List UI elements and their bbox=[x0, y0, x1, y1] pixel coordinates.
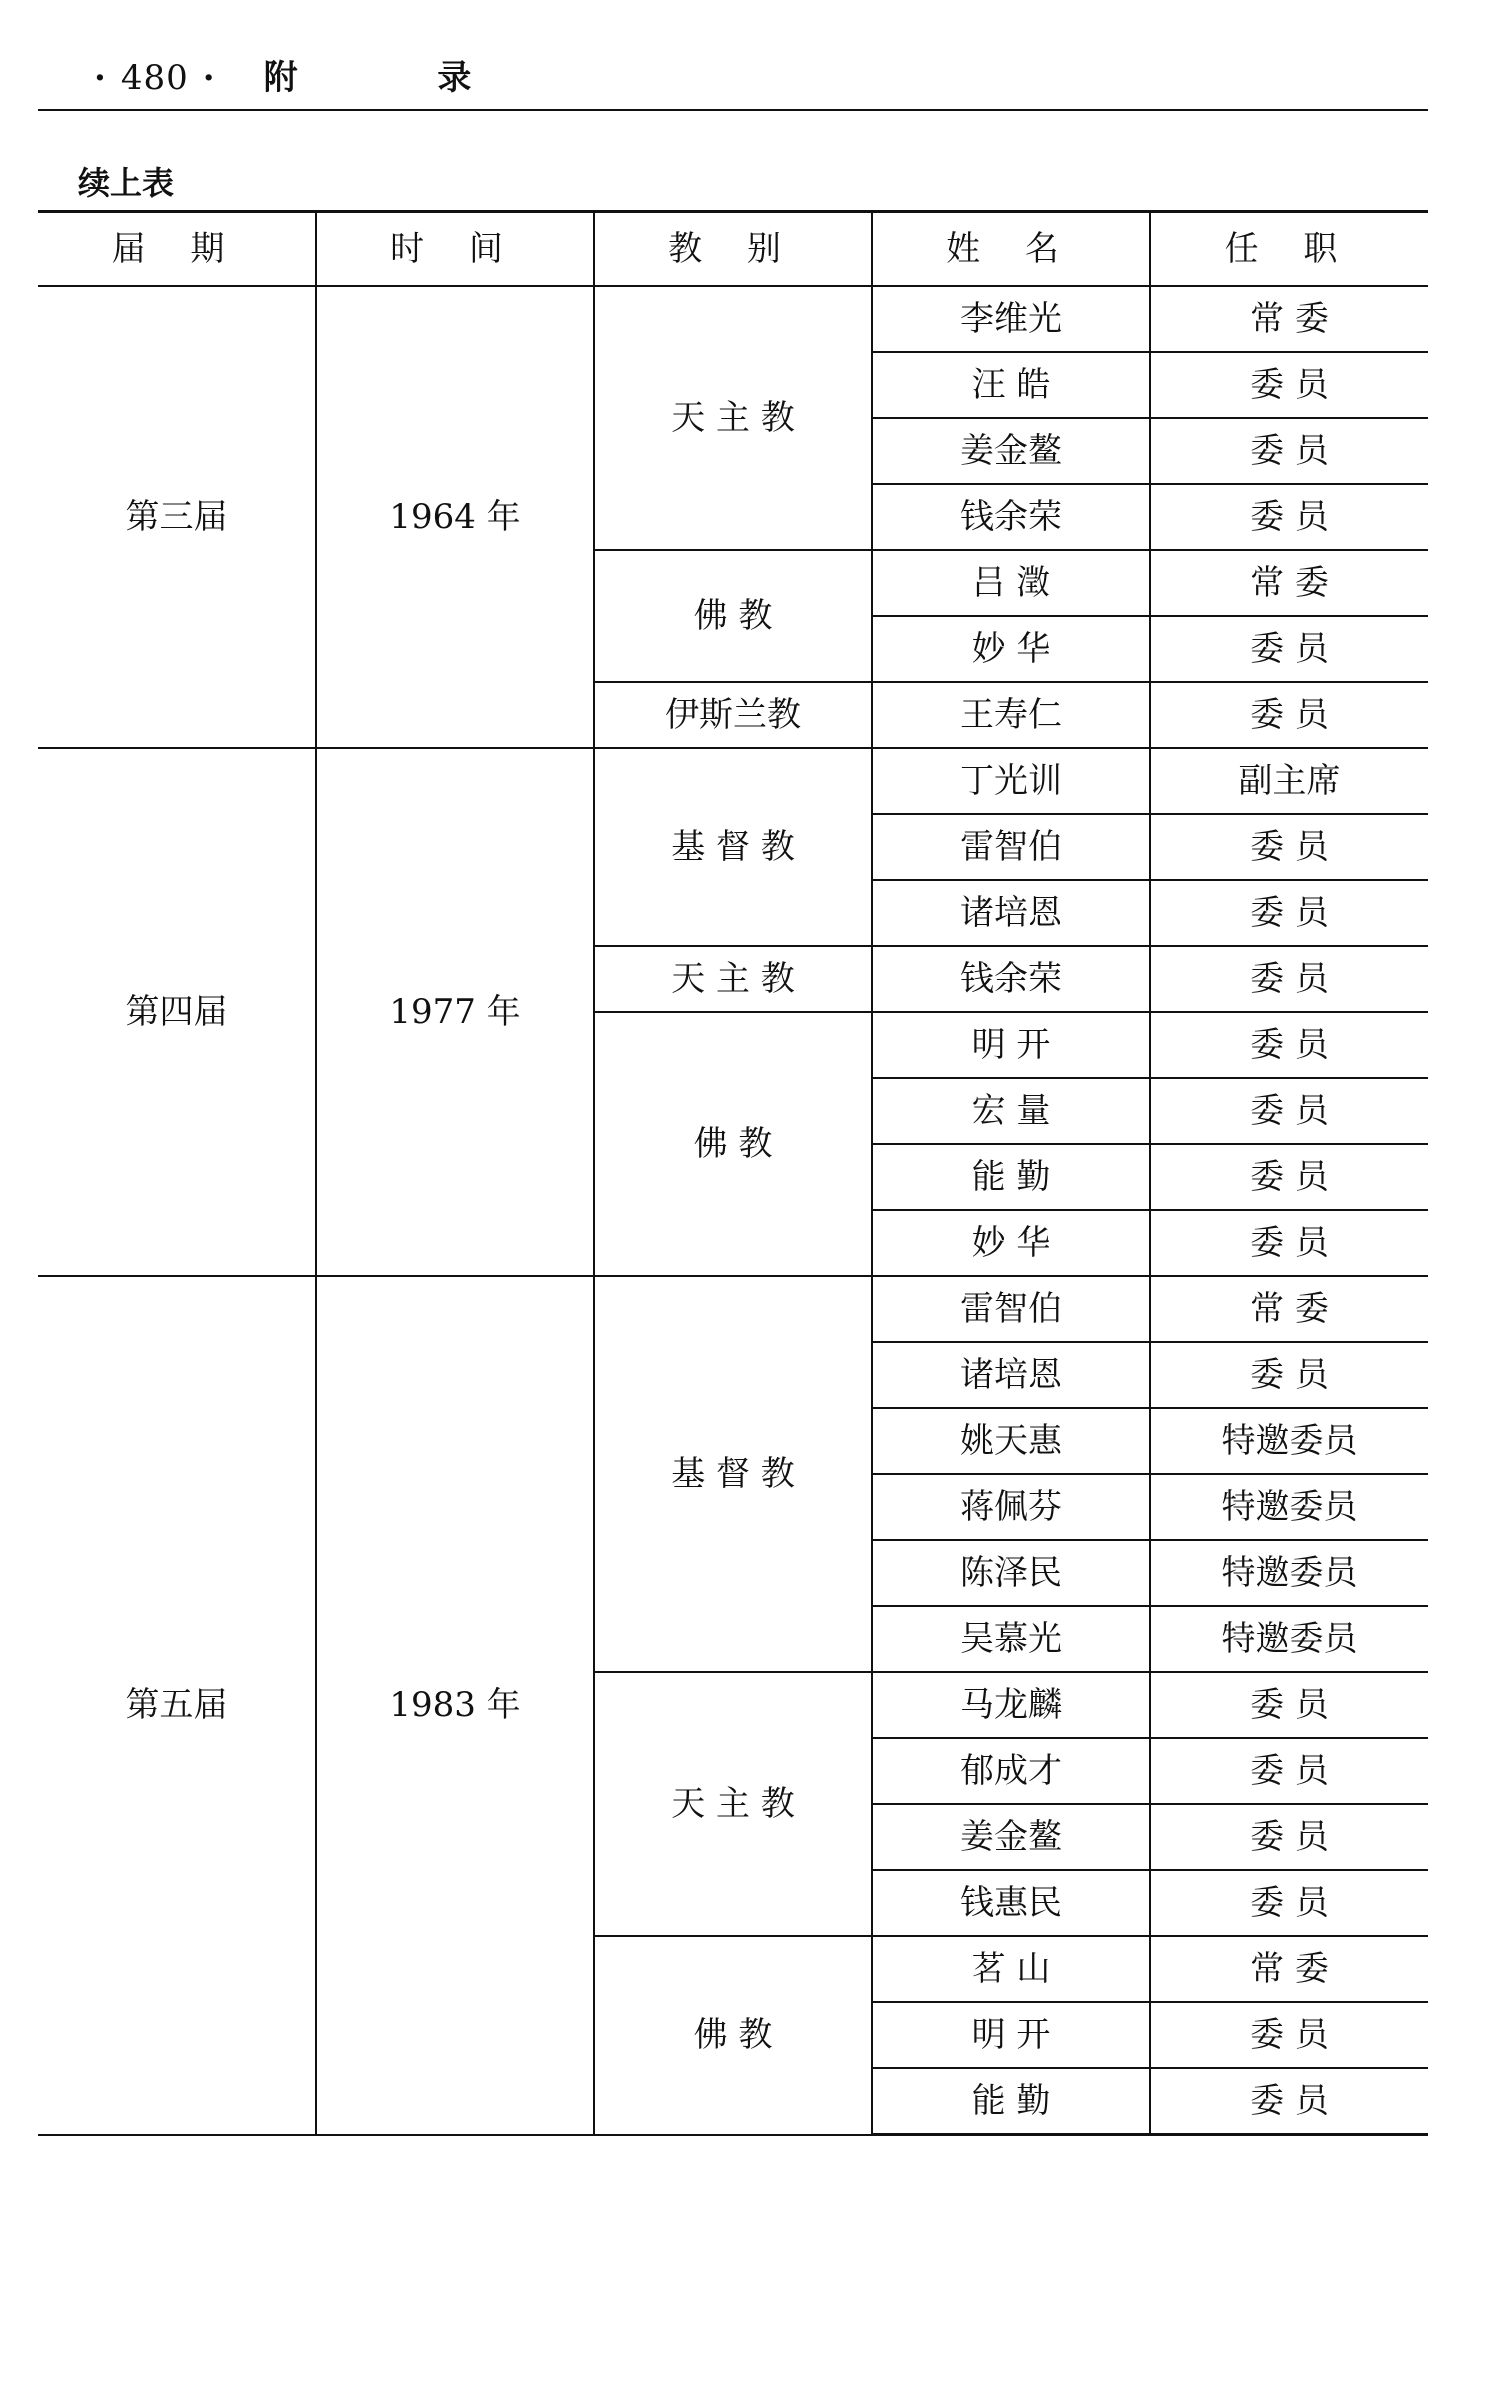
member-name-cell: 吴慕光 bbox=[872, 1606, 1150, 1672]
member-name-cell: 雷智伯 bbox=[872, 1276, 1150, 1342]
religion-cell: 伊斯兰教 bbox=[594, 682, 872, 748]
member-name-cell: 姜金鳌 bbox=[872, 418, 1150, 484]
member-name-cell: 蒋佩芬 bbox=[872, 1474, 1150, 1540]
year-cell: 1964 年 bbox=[316, 286, 594, 748]
member-name-cell: 郁成才 bbox=[872, 1738, 1150, 1804]
member-post-cell: 委 员 bbox=[1150, 418, 1428, 484]
member-name-cell: 能 勤 bbox=[872, 1144, 1150, 1210]
member-post-cell: 常 委 bbox=[1150, 1276, 1428, 1342]
member-name-cell: 能 勤 bbox=[872, 2068, 1150, 2135]
member-name-cell: 陈泽民 bbox=[872, 1540, 1150, 1606]
section-title: 附 录 bbox=[263, 58, 536, 98]
header-rule bbox=[38, 109, 1428, 111]
term-cell: 第三届 bbox=[38, 286, 316, 748]
member-name-cell: 诸培恩 bbox=[872, 880, 1150, 946]
member-post-cell: 特邀委员 bbox=[1150, 1606, 1428, 1672]
member-name-cell: 王寿仁 bbox=[872, 682, 1150, 748]
member-post-cell: 委 员 bbox=[1150, 2068, 1428, 2135]
member-name-cell: 明 开 bbox=[872, 2002, 1150, 2068]
member-post-cell: 委 员 bbox=[1150, 1210, 1428, 1276]
member-post-cell: 委 员 bbox=[1150, 946, 1428, 1012]
member-post-cell: 委 员 bbox=[1150, 2002, 1428, 2068]
member-name-cell: 雷智伯 bbox=[872, 814, 1150, 880]
table-body bbox=[38, 286, 1428, 2135]
member-name-cell: 诸培恩 bbox=[872, 1342, 1150, 1408]
membership-table bbox=[38, 210, 1428, 2136]
member-post-cell: 委 员 bbox=[1150, 682, 1428, 748]
term-cell: 第四届 bbox=[38, 748, 316, 1276]
member-post-cell: 常 委 bbox=[1150, 286, 1428, 352]
member-name-cell: 钱余荣 bbox=[872, 946, 1150, 1012]
member-name-cell: 钱余荣 bbox=[872, 484, 1150, 550]
table-header-row bbox=[38, 212, 1428, 287]
member-name-cell: 丁光训 bbox=[872, 748, 1150, 814]
running-head bbox=[80, 50, 535, 99]
column-header-name: 姓 名 bbox=[872, 212, 1150, 287]
member-name-cell: 姚天惠 bbox=[872, 1408, 1150, 1474]
member-name-cell: 汪 皓 bbox=[872, 352, 1150, 418]
member-post-cell: 委 员 bbox=[1150, 880, 1428, 946]
religion-cell: 天 主 教 bbox=[594, 286, 872, 550]
column-header-religion: 教 别 bbox=[594, 212, 872, 287]
member-post-cell: 委 员 bbox=[1150, 1738, 1428, 1804]
member-name-cell: 李维光 bbox=[872, 286, 1150, 352]
column-header-post: 任 职 bbox=[1150, 212, 1428, 287]
table-row bbox=[38, 1276, 1428, 1342]
religion-cell: 天 主 教 bbox=[594, 946, 872, 1012]
member-post-cell: 委 员 bbox=[1150, 1012, 1428, 1078]
member-post-cell: 特邀委员 bbox=[1150, 1474, 1428, 1540]
column-header-term: 届 期 bbox=[38, 212, 316, 287]
religion-cell: 佛 教 bbox=[594, 550, 872, 682]
table-row bbox=[38, 748, 1428, 814]
year-cell: 1977 年 bbox=[316, 748, 594, 1276]
member-post-cell: 特邀委员 bbox=[1150, 1540, 1428, 1606]
religion-cell: 基 督 教 bbox=[594, 748, 872, 946]
page-number-bullet: · bbox=[202, 58, 216, 98]
table-caption: 续上表 bbox=[78, 164, 175, 202]
religion-cell: 天 主 教 bbox=[594, 1672, 872, 1936]
member-post-cell: 委 员 bbox=[1150, 1672, 1428, 1738]
member-post-cell: 委 员 bbox=[1150, 484, 1428, 550]
religion-cell: 佛 教 bbox=[594, 1936, 872, 2135]
column-header-time: 时 间 bbox=[316, 212, 594, 287]
member-name-cell: 妙 华 bbox=[872, 1210, 1150, 1276]
member-post-cell: 委 员 bbox=[1150, 616, 1428, 682]
table-row bbox=[38, 286, 1428, 352]
religion-cell: 佛 教 bbox=[594, 1012, 872, 1276]
term-cell: 第五届 bbox=[38, 1276, 316, 2135]
member-post-cell: 委 员 bbox=[1150, 1870, 1428, 1936]
member-name-cell: 马龙麟 bbox=[872, 1672, 1150, 1738]
member-post-cell: 常 委 bbox=[1150, 1936, 1428, 2002]
member-name-cell: 宏 量 bbox=[872, 1078, 1150, 1144]
member-name-cell: 明 开 bbox=[872, 1012, 1150, 1078]
member-post-cell: 委 员 bbox=[1150, 1144, 1428, 1210]
religion-cell: 基 督 教 bbox=[594, 1276, 872, 1672]
member-post-cell: 委 员 bbox=[1150, 1804, 1428, 1870]
member-post-cell: 副主席 bbox=[1150, 748, 1428, 814]
member-name-cell: 姜金鳌 bbox=[872, 1804, 1150, 1870]
member-post-cell: 委 员 bbox=[1150, 1342, 1428, 1408]
member-post-cell: 常 委 bbox=[1150, 550, 1428, 616]
member-post-cell: 委 员 bbox=[1150, 814, 1428, 880]
member-name-cell: 钱惠民 bbox=[872, 1870, 1150, 1936]
member-post-cell: 委 员 bbox=[1150, 1078, 1428, 1144]
member-name-cell: 茗 山 bbox=[872, 1936, 1150, 2002]
page-number: 480 bbox=[120, 58, 189, 98]
member-name-cell: 妙 华 bbox=[872, 616, 1150, 682]
page-number-bullet: · bbox=[94, 58, 107, 98]
member-post-cell: 特邀委员 bbox=[1150, 1408, 1428, 1474]
member-post-cell: 委 员 bbox=[1150, 352, 1428, 418]
member-name-cell: 吕 澂 bbox=[872, 550, 1150, 616]
year-cell: 1983 年 bbox=[316, 1276, 594, 2135]
